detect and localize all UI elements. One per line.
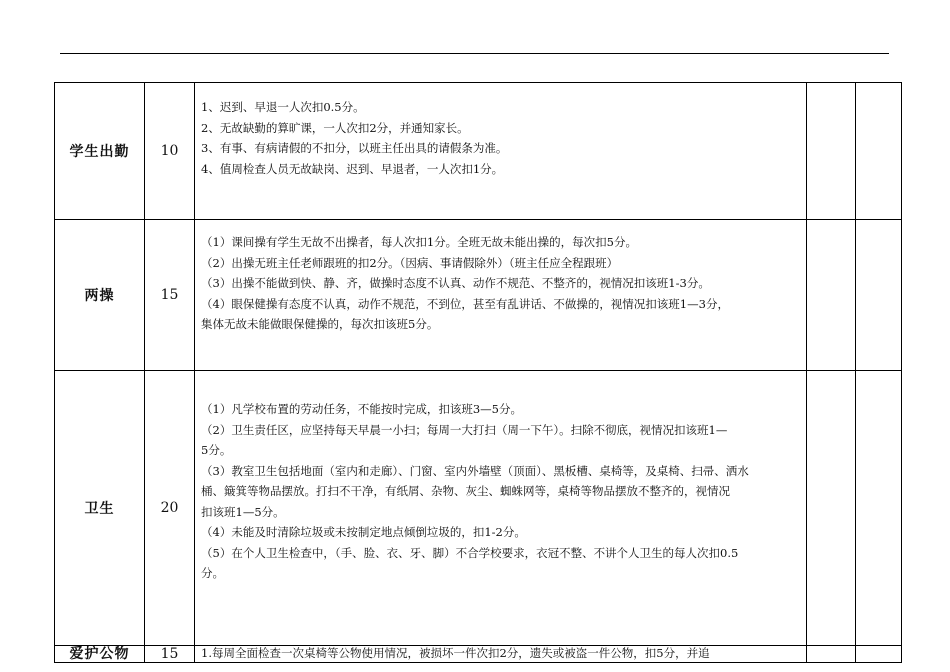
rule-line: 5分。 [201,443,232,457]
item-rules [195,220,807,371]
rule-line: （5）在个人卫生检查中，（手、脸、衣、牙、脚）不合学校要求，衣冠不整、不讲个人卫生的每人次扣0.5 [201,545,739,560]
item-score: 20 [145,371,195,646]
rule-line: （2）卫生责任区，应坚持每天早晨一小扫；每周一大打扫（周一下午）。扫除不彻底，视情况扣该班1— [201,422,728,437]
item-name: 卫生 [55,371,145,646]
rule-line: 3、有事、有病请假的不扣分，以班主任出具的请假条为准。 [201,141,508,155]
assessment-table [54,82,902,663]
blank-cell [856,220,902,371]
item-rules [195,83,807,220]
item-score: 15 [145,220,195,371]
table-row-exercises [55,220,902,371]
header-rule [60,53,889,54]
item-rules [195,646,807,663]
rule-line: （2）出操无班主任老师跟班的扣2分。（因病、事请假除外）（班主任应全程跟班） [201,255,619,270]
rule-line: （4）眼保健操有态度不认真，动作不规范，不到位，甚至有乱讲话、不做操的，视情况扣该班1—3分， [201,296,729,311]
rule-line: 1、迟到、早退一人次扣0.5分。 [201,100,365,114]
item-score: 15 [145,646,195,663]
rule-line: （1）凡学校布置的劳动任务，不能按时完成，扣该班3—5分。 [201,402,522,416]
blank-cell [807,646,856,663]
blank-cell [856,371,902,646]
rule-line: 集体无故未能做眼保健操的，每次扣该班5分。 [201,317,439,331]
item-name: 学生出勤 [55,83,145,220]
item-name: 两操 [55,220,145,371]
blank-cell [807,83,856,220]
blank-cell [807,371,856,646]
blank-cell [856,83,902,220]
rule-line: （3）教室卫生包括地面（室内和走廊）、门窗、室内外墙壁（顶面）、黑板槽、桌椅等，及桌椅、扫帚、洒水 [201,463,749,478]
table-row-attendance [55,83,902,220]
rule-line: 1.每周全面检查一次桌椅等公物使用情况，被损坏一件次扣2分，遗失或被盗一件公物，扣5分，并追 [201,646,710,660]
blank-cell [856,646,902,663]
rule-line: 分。 [201,566,224,580]
table-row-hygiene [55,371,902,646]
rule-line: 2、无故缺勤的算旷课，一人次扣2分，并通知家长。 [201,120,469,135]
rule-line: （3）出操不能做到快、静、齐，做操时态度不认真、动作不规范、不整齐的，视情况扣该班1-3分。 [201,276,710,290]
table-row-property [55,646,902,663]
rule-line: 桶、簸箕等物品摆放。打扫不干净，有纸屑、杂物、灰尘、蜘蛛网等，桌椅等物品摆放不整齐的，视情况 [201,484,730,498]
rule-line: （4）未能及时清除垃圾或未按制定地点倾倒垃圾的，扣1-2分。 [201,525,526,539]
item-score: 10 [145,83,195,220]
blank-cell [807,220,856,371]
rule-line: 扣该班1—5分。 [201,504,285,519]
rule-line: （1）课间操有学生无故不出操者，每人次扣1分。全班无故未能出操的，每次扣5分。 [201,235,637,249]
item-name: 爱护公物 [55,646,145,663]
item-rules [195,371,807,646]
rule-line: 4、值周检查人员无故缺岗、迟到、早退者，一人次扣1分。 [201,161,504,176]
